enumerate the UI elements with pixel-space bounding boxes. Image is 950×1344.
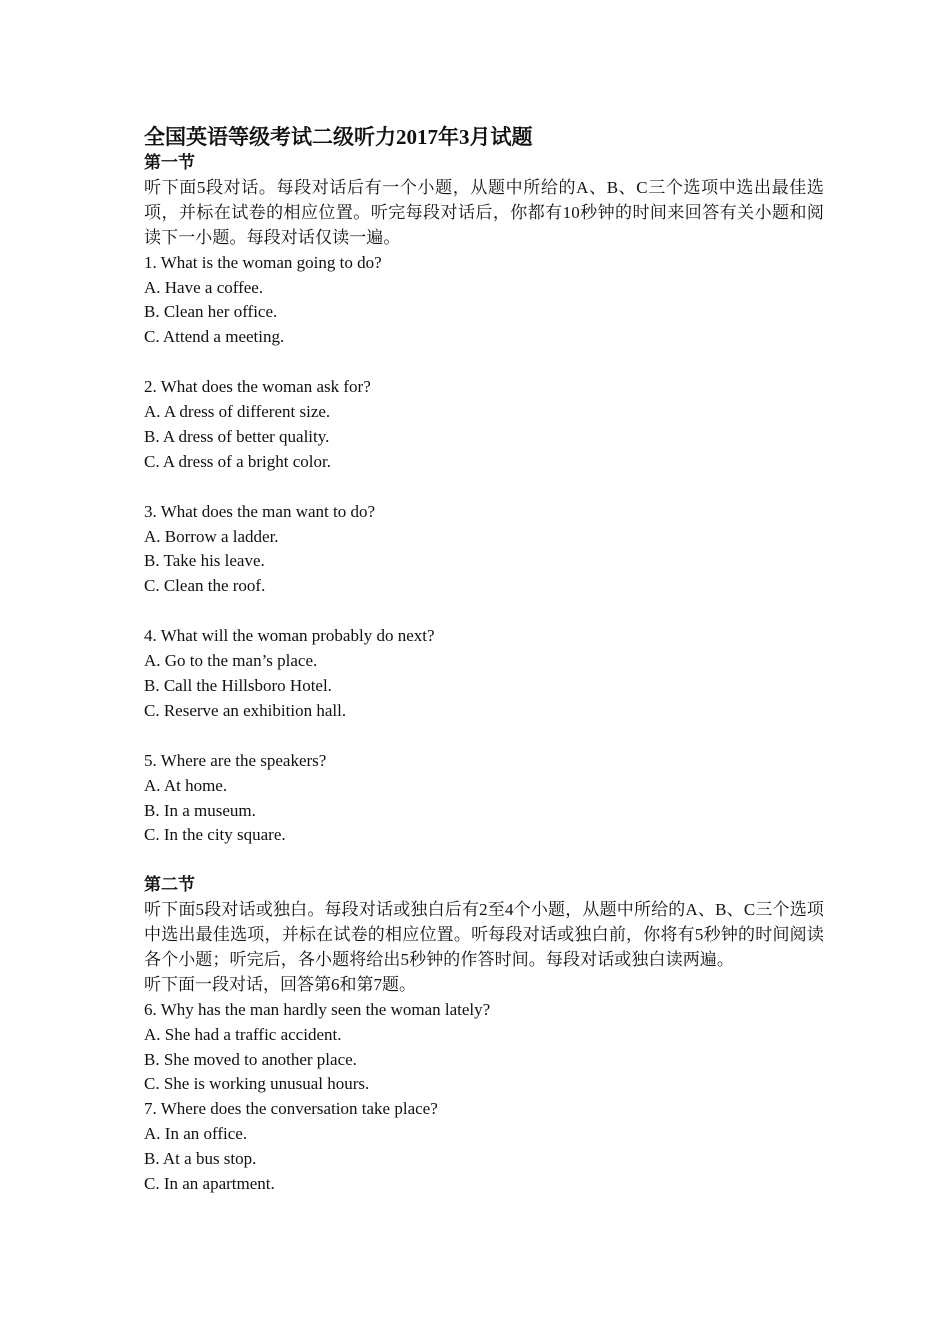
section-2-sub-instruction: 听下面一段对话，回答第6和第7题。	[144, 974, 416, 994]
option-b: B. Clean her office.	[144, 302, 278, 322]
question-text: 1. What is the woman going to do?	[144, 252, 382, 272]
option-a: A. At home.	[144, 775, 228, 795]
question-text: 6. Why has the man hardly seen the woman lately?	[144, 999, 491, 1019]
question-7	[144, 1097, 824, 1197]
option-c: C. She is working unusual hours.	[144, 1074, 370, 1094]
blank-line	[144, 350, 824, 375]
question-text: 5. Where are the speakers?	[144, 750, 327, 770]
option-a: A. She had a traffic accident.	[144, 1024, 342, 1044]
question-3	[144, 500, 824, 600]
option-a: A. A dress of different size.	[144, 402, 331, 422]
question-text: 4. What will the woman probably do next?	[144, 626, 435, 646]
document-content	[144, 123, 824, 1197]
blank-line	[144, 848, 824, 873]
option-c: C. In the city square.	[144, 825, 286, 845]
question-5	[144, 749, 824, 849]
blank-line	[144, 599, 824, 624]
section-1-instructions: 听下面5段对话。每段对话后有一个小题，从题中所给的A、B、C三个选项中选出最佳选项，并标在试卷的相应位置。听完每段对话后，你都有10秒钟的时间来回答有关小题和阅读下一小题。每段对话仅读一遍。	[144, 177, 824, 247]
option-c: C. A dress of a bright color.	[144, 451, 331, 471]
option-b: B. At a bus stop.	[144, 1149, 257, 1169]
option-b: B. In a museum.	[144, 800, 256, 820]
option-a: A. Go to the man’s place.	[144, 651, 318, 671]
option-a: A. Have a coffee.	[144, 277, 264, 297]
blank-line	[144, 724, 824, 749]
question-1	[144, 251, 824, 351]
question-text: 7. Where does the conversation take place?	[144, 1099, 438, 1119]
option-c: C. Clean the roof.	[144, 576, 266, 596]
question-6	[144, 998, 824, 1098]
document-title: 全国英语等级考试二级听力2017年3月试题	[144, 125, 533, 149]
option-a: A. In an office.	[144, 1124, 248, 1144]
option-c: C. Attend a meeting.	[144, 327, 285, 347]
question-2	[144, 375, 824, 475]
section-2-instructions: 听下面5段对话或独白。每段对话或独白后有2至4个小题，从题中所给的A、B、C三个选项中选出最佳选项，并标在试卷的相应位置。听每段对话或独白前，你将有5秒钟的时间阅读各个小题；听完后，各小题将给出5秒钟的作答时间。每段对话或独白读两遍。	[144, 900, 824, 969]
option-a: A. Borrow a ladder.	[144, 526, 279, 546]
option-b: B. A dress of better quality.	[144, 426, 330, 446]
blank-line	[144, 475, 824, 500]
option-c: C. In an apartment.	[144, 1174, 275, 1194]
question-text: 3. What does the man want to do?	[144, 501, 376, 521]
section-2-heading: 第二节	[144, 875, 195, 895]
question-text: 2. What does the woman ask for?	[144, 377, 371, 397]
option-b: B. Call the Hillsboro Hotel.	[144, 675, 332, 695]
option-c: C. Reserve an exhibition hall.	[144, 700, 347, 720]
option-b: B. Take his leave.	[144, 551, 265, 571]
section-1-heading: 第一节	[144, 153, 195, 172]
option-b: B. She moved to another place.	[144, 1049, 357, 1069]
question-4	[144, 624, 824, 724]
